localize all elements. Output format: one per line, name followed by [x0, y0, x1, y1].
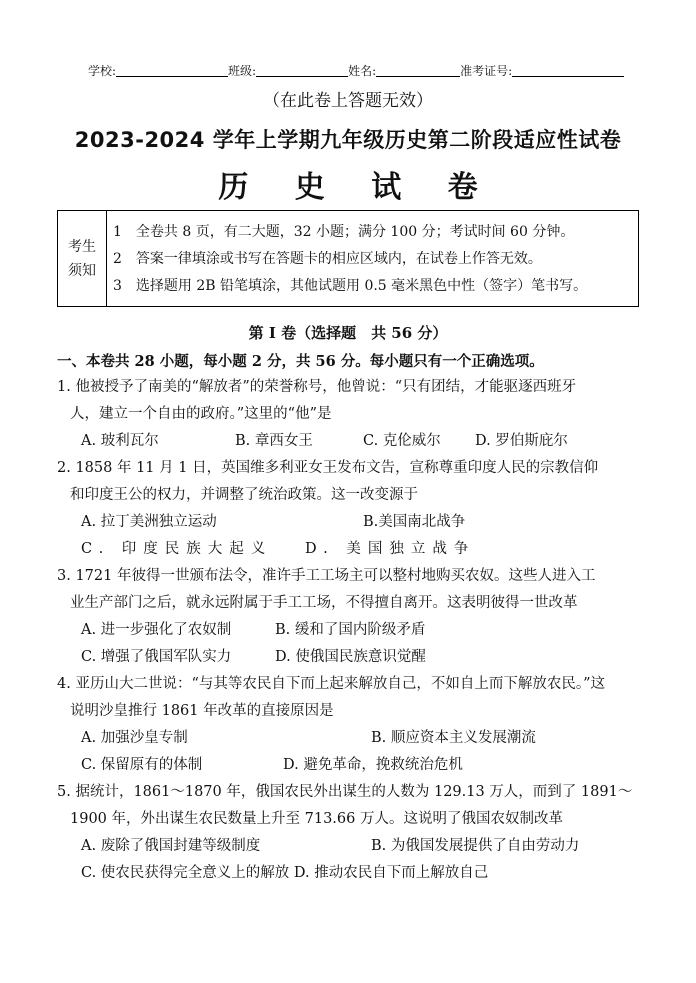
section-title: 第 Ⅰ 卷（选择题 共 56 分）: [248, 324, 448, 342]
question-text: 5. 据统计，1861～1870 年，俄国农民外出谋生的人数为 129.13 万人，而到了 1891～: [57, 784, 633, 800]
options-row: [57, 617, 657, 644]
name-label: 姓名:: [348, 64, 377, 78]
note-item: 2 答案一律填涂或书写在答题卡的相应区域内，在试卷上作答无效。: [113, 251, 542, 267]
invalid-answer-notice: （在此卷上答题无效）: [263, 91, 433, 111]
option-a[interactable]: A. 加强沙皇专制: [81, 730, 188, 746]
option-a[interactable]: A. 玻利瓦尔: [81, 433, 159, 449]
question-text: 业生产部门之后，就永远附属于手工工场，不得擅自离开。这表明彼得一世改革: [70, 595, 578, 611]
name-blank[interactable]: [376, 64, 460, 77]
exam-number-label: 准考证号:: [460, 64, 513, 78]
question-4: [57, 671, 657, 779]
option-b[interactable]: B. 为俄国发展提供了自由劳动力: [371, 838, 580, 854]
option-c-d[interactable]: C. 使农民获得完全意义上的解放 D. 推动农民自下而上解放自己: [81, 865, 489, 881]
option-d[interactable]: D. 避免革命，挽救统治危机: [283, 757, 463, 773]
question-text: 2. 1858 年 11 月 1 日，英国维多利亚女王发布文告，宣称尊重印度人民的宗教信仰: [57, 460, 599, 476]
note-item: 3 选择题用 2B 铅笔填涂，其他试题用 0.5 毫米黑色中性（签字）笔书写。: [113, 278, 588, 294]
student-info-line: [88, 62, 648, 79]
option-d[interactable]: D. 美国独立战争: [305, 541, 476, 557]
options-row: [57, 428, 657, 455]
class-label: 班级:: [228, 64, 257, 78]
option-c[interactable]: C. 克伦威尔: [363, 433, 441, 449]
option-a[interactable]: A. 进一步强化了农奴制: [81, 622, 232, 638]
question-text: 3. 1721 年彼得一世颁布法令，准许手工工场主可以整村地购买农奴。这些人进入工: [57, 568, 596, 584]
school-blank[interactable]: [116, 64, 228, 77]
option-d[interactable]: D. 罗伯斯庇尔: [475, 433, 568, 449]
exam-subtitle: 历 史 试 卷: [218, 170, 496, 205]
exam-title: 2023-2024 学年上学期九年级历史第二阶段适应性试卷: [74, 128, 622, 152]
option-c[interactable]: C. 增强了俄国军队实力: [81, 649, 232, 665]
options-row: [57, 536, 657, 563]
question-text: 4. 亚历山大二世说：“与其等农民自下而上起来解放自己，不如自上而下解放农民。”这: [57, 676, 606, 692]
question-3: [57, 563, 657, 671]
section-instruction: 一、本卷共 28 小题，每小题 2 分，共 56 分。每小题只有一个正确选项。: [57, 353, 544, 370]
options-row: [57, 752, 657, 779]
exam-number-blank[interactable]: [512, 64, 624, 77]
option-a[interactable]: A. 拉丁美洲独立运动: [81, 514, 217, 530]
option-d[interactable]: D. 使俄国民族意识觉醒: [275, 649, 426, 665]
options-row: [57, 833, 657, 860]
question-text: 1900 年，外出谋生农民数量上升至 713.66 万人。这说明了俄国农奴制改革: [70, 811, 563, 827]
options-row: [57, 644, 657, 671]
notes-label: 考生 须知: [58, 211, 107, 307]
question-text: 人，建立一个自由的政府。”这里的“他”是: [70, 406, 332, 422]
option-b[interactable]: B. 章西女王: [235, 433, 313, 449]
question-list: [57, 374, 657, 887]
option-b[interactable]: B. 顺应资本主义发展潮流: [371, 730, 536, 746]
option-b[interactable]: B. 缓和了国内阶级矛盾: [275, 622, 426, 638]
school-label: 学校:: [88, 64, 117, 78]
question-2: [57, 455, 657, 563]
options-row: [57, 860, 657, 887]
option-c[interactable]: C. 保留原有的体制: [81, 757, 203, 773]
class-blank[interactable]: [256, 64, 348, 77]
option-b[interactable]: B.美国南北战争: [363, 514, 466, 530]
question-text: 1. 他被授予了南美的“解放者”的荣誉称号，他曾说：“只有团结，才能驱逐西班牙: [57, 379, 577, 395]
options-row: [57, 509, 657, 536]
question-text: 说明沙皇推行 1861 年改革的直接原因是: [70, 703, 334, 719]
candidate-notes-table: [57, 210, 639, 307]
question-1: [57, 374, 657, 455]
option-a[interactable]: A. 废除了俄国封建等级制度: [81, 838, 261, 854]
question-text: 和印度王公的权力，并调整了统治政策。这一改变源于: [70, 487, 418, 503]
question-5: [57, 779, 657, 887]
notes-items: [107, 211, 639, 307]
options-row: [57, 725, 657, 752]
option-c[interactable]: C. 印度民族大起义: [81, 541, 273, 557]
note-item: 1 全卷共 8 页，有二大题，32 小题；满分 100 分；考试时间 60 分钟。: [113, 224, 575, 240]
